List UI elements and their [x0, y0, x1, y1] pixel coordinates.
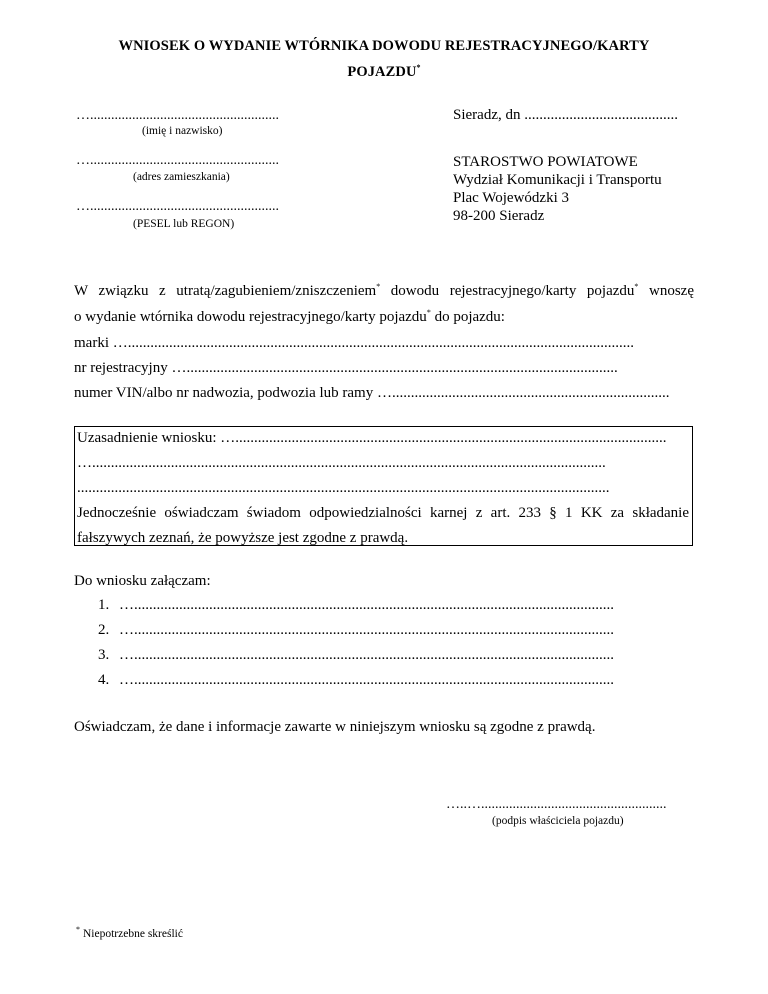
recipient-line-1: STAROSTWO POWIATOWE: [453, 154, 638, 170]
recipient-line-4: 98-200 Sieradz: [453, 208, 545, 224]
address-field[interactable]: …......................................................: [76, 153, 279, 168]
vehicle-vin-field[interactable]: numer VIN/albo nr nadwozia, podwozia lub ramy …..........................................................................: [74, 385, 670, 401]
attachment-field[interactable]: …................................................................................................................................: [119, 672, 614, 688]
vehicle-make-field[interactable]: marki ….......................................................................................................................................: [74, 335, 634, 351]
place-date-field[interactable]: Sieradz, dn .........................................: [453, 107, 678, 123]
request-text-1: W związku z utratą/zagubieniem/zniszczeniem: [74, 283, 377, 299]
attachment-item: [98, 597, 696, 614]
request-text-5: do pojazdu:: [430, 309, 505, 325]
name-field[interactable]: …......................................................: [76, 108, 279, 123]
recipient-line-3: Plac Wojewódzki 3: [453, 190, 569, 206]
attachments-heading: Do wniosku załączam:: [74, 573, 211, 589]
pesel-caption: (PESEL lub REGON): [133, 218, 235, 230]
form-title-second-line: [0, 64, 768, 81]
attachment-number: 2.: [98, 622, 110, 638]
footnote-mark: *: [76, 925, 80, 935]
justification-field[interactable]: Uzasadnienie wniosku: …...................................................................................................................: [77, 430, 667, 446]
signature-field[interactable]: …..….....................................................: [446, 797, 667, 812]
signature-caption: (podpis właściciela pojazdu): [492, 815, 624, 827]
justification-statement-1: Jednocześnie oświadczam świadom odpowiedzialności karnej z art. 233 § 1 KK za składanie: [77, 505, 689, 521]
footnote-mark: *: [426, 308, 431, 317]
request-text-3: wnoszę: [638, 283, 694, 299]
footnote-text: Niepotrzebne skreślić: [83, 928, 183, 940]
form-title-line2: POJAZDU: [347, 64, 417, 80]
request-text-4: o wydanie wtórnika dowodu rejestracyjnego/karty pojazdu: [74, 309, 427, 325]
address-caption: (adres zamieszkania): [133, 171, 230, 183]
justification-line-2[interactable]: ….........................................................................................................................................: [77, 455, 606, 471]
name-caption: (imię i nazwisko): [142, 125, 223, 137]
attachment-field[interactable]: …................................................................................................................................: [119, 597, 614, 613]
justification-statement-2: fałszywych zeznań, że powyższe jest zgodne z prawdą.: [77, 530, 409, 546]
attachment-field[interactable]: …................................................................................................................................: [119, 622, 614, 638]
attachment-number: 3.: [98, 647, 110, 663]
request-text-2: dowodu rejestracyjnego/karty pojazdu: [380, 283, 635, 299]
vehicle-registration-field[interactable]: nr rejestracyjny …...................................................................................................................: [74, 360, 618, 376]
footnote: [76, 925, 183, 940]
attachment-item: [98, 622, 696, 639]
justification-box: [74, 426, 693, 546]
recipient-address: [453, 153, 662, 225]
attachment-number: 1.: [98, 597, 110, 613]
justification-line-3[interactable]: ..............................................................................................................................................: [77, 480, 610, 496]
request-line-2: [74, 309, 505, 326]
form-title-line1: WNIOSEK O WYDANIE WTÓRNIKA DOWODU REJESTRACYJNEGO/KARTY: [118, 38, 650, 54]
pesel-field[interactable]: …......................................................: [76, 199, 279, 214]
footnote-mark: *: [634, 282, 639, 291]
footnote-mark: *: [376, 282, 381, 291]
declaration-text: Oświadczam, że dane i informacje zawarte w niniejszym wniosku są zgodne z prawdą.: [74, 719, 596, 735]
attachment-item: [98, 647, 696, 664]
recipient-line-2: Wydział Komunikacji i Transportu: [453, 172, 662, 188]
form-title: [0, 38, 768, 55]
attachment-field[interactable]: …................................................................................................................................: [119, 647, 614, 663]
request-line-1: [74, 283, 694, 300]
attachment-number: 4.: [98, 672, 110, 688]
footnote-mark: *: [416, 63, 421, 73]
attachment-item: [98, 672, 696, 689]
